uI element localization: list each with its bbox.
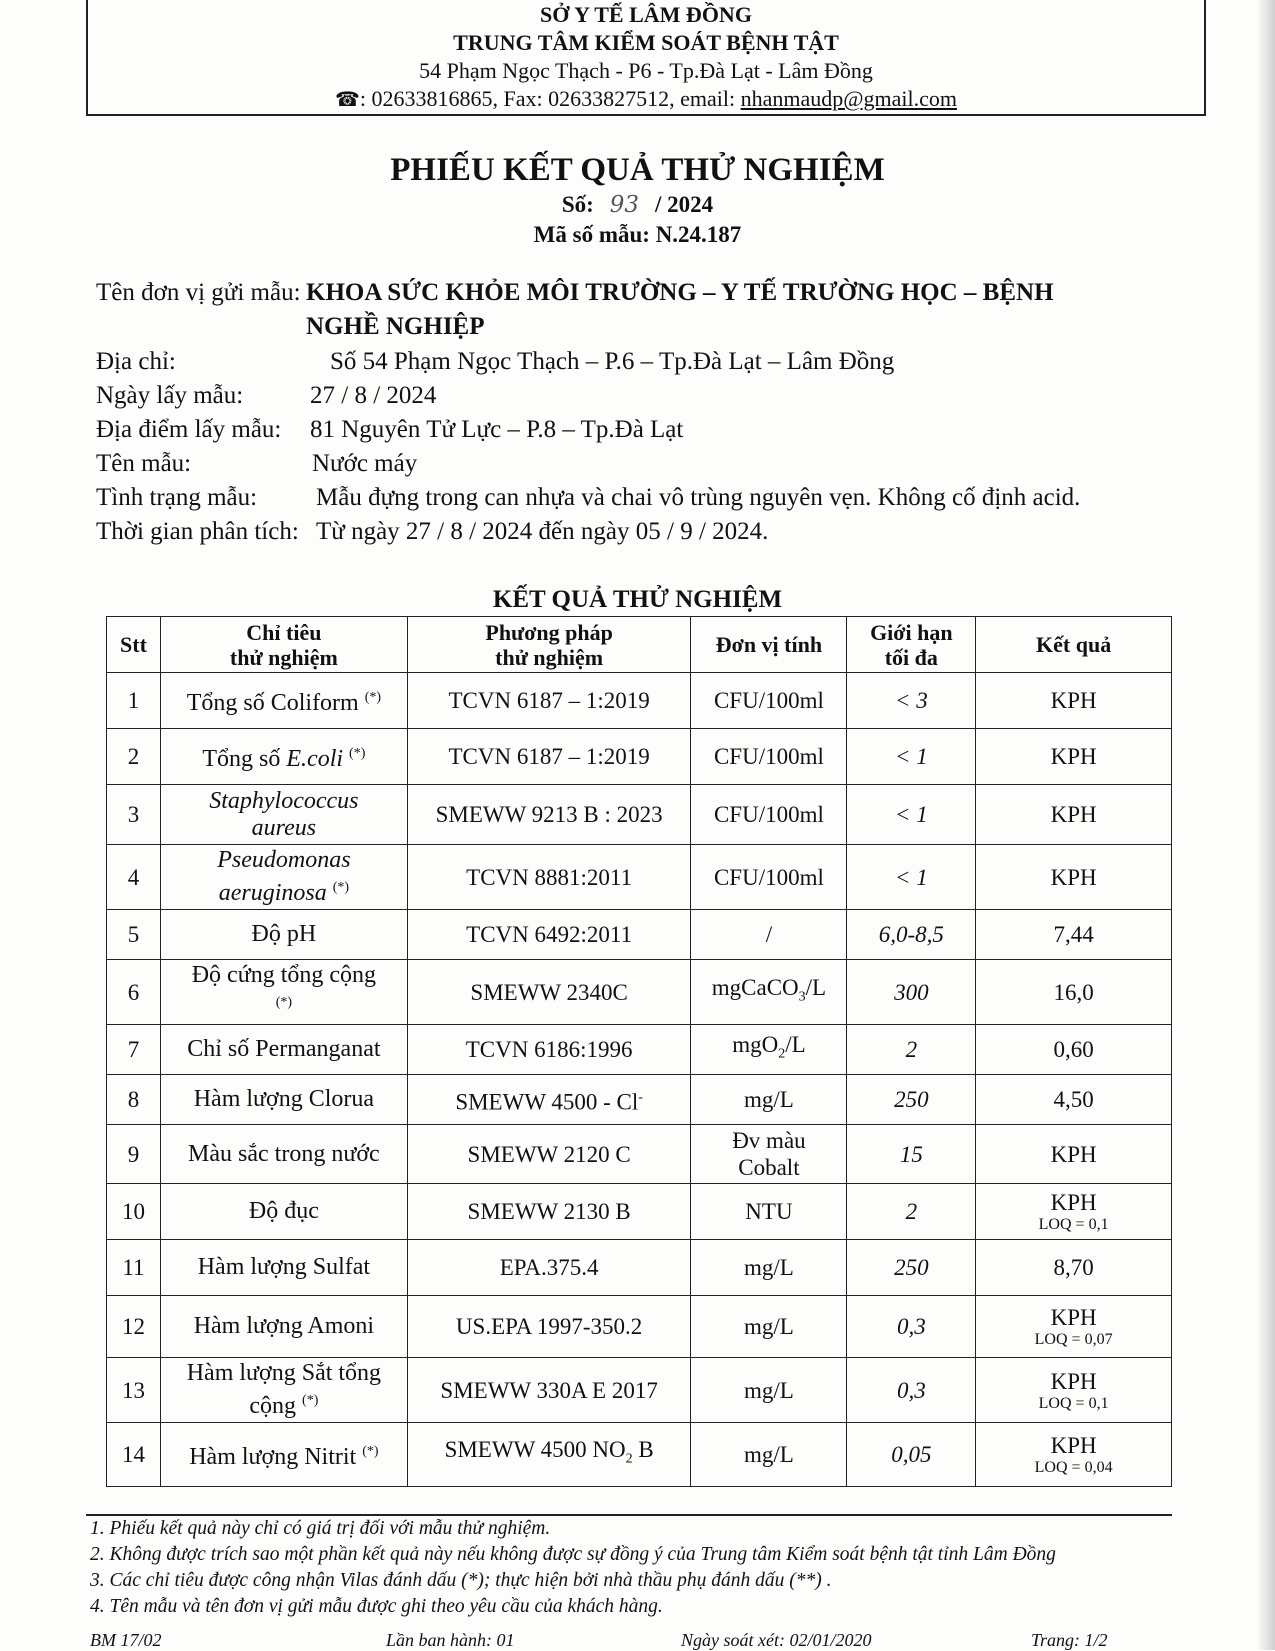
row-stt: 13 [107,1358,161,1423]
row-result [976,1184,1172,1240]
row-result: KPH [976,673,1172,729]
row-method: TCVN 6187 – 1:2019 [407,673,691,729]
notes [90,1516,1056,1620]
sender-value-cont: NGHỀ NGHIỆP [306,313,485,340]
condition-label: Tình trạng mẫu: [96,484,258,511]
condition-value: Mẫu đựng trong can nhựa và chai vô trùng nguyên vẹn. Không cố định acid. [316,484,1081,511]
row-method: SMEWW 9213 B : 2023 [407,785,691,845]
row-unit [691,960,847,1025]
result-text: KPH [1050,1305,1097,1330]
address-label: Địa chỉ: [96,348,176,375]
row-parameter: Độ pH [160,910,407,960]
row-result [976,1296,1172,1358]
row-parameter: Chỉ số Permanganat [160,1025,407,1075]
method-text: SMEWW 4500 NO [444,1437,626,1463]
result-text: KPH [1050,1433,1097,1458]
form-code: BM 17/02 [90,1630,162,1650]
row-stt: 3 [107,785,161,845]
unit-subscript: 2 [778,1046,786,1062]
table-row [107,1358,1172,1423]
address-value: Số 54 Phạm Ngọc Thạch – P.6 – Tp.Đà Lạt – Lâm Đồng [330,348,895,375]
number-label: Số: [561,192,594,217]
header-limit [847,617,976,673]
row-stt: 11 [107,1240,161,1296]
row-parameter [160,785,407,845]
row-method: TCVN 8881:2011 [407,845,691,910]
note-item: 4. Tên mẫu và tên đơn vị gửi mẫu được ghi theo yêu cầu của khách hàng. [90,1596,663,1617]
header-parameter-l1: Chỉ tiêu [246,619,322,645]
note-item: 1. Phiếu kết quả này chỉ có giá trị đối với mẫu thử nghiệm. [90,1518,551,1539]
row-limit: 15 [847,1125,976,1184]
date-label: Ngày lấy mẫu: [96,382,244,409]
row-unit: CFU/100ml [691,785,847,845]
row-result: KPH [976,1125,1172,1184]
loq-note: LOQ = 0,1 [1038,1394,1109,1412]
row-result [976,1358,1172,1423]
page-number: Trang: 1/2 [1031,1630,1108,1650]
row-result: 0,60 [976,1025,1172,1075]
row-stt: 8 [107,1075,161,1125]
unit-text: mgO [732,1032,779,1058]
results-table [106,616,1172,1487]
unit-text-cont: Cobalt [738,1155,800,1180]
vilas-mark: (*) [302,1393,319,1408]
unit-subscript: 3 [798,989,806,1005]
phone-icon: ☎ [334,89,360,111]
row-method: SMEWW 330A E 2017 [407,1358,691,1423]
row-limit: 2 [847,1184,976,1240]
row-limit: 0,3 [847,1358,976,1423]
row-unit: mg/L [691,1296,847,1358]
row-parameter [160,673,407,729]
result-text: KPH [1050,1190,1097,1215]
table-header-row [107,617,1172,673]
table-row [107,910,1172,960]
vilas-mark: (*) [349,746,366,761]
row-unit: / [691,910,847,960]
row-parameter [160,845,407,910]
row-result: 8,70 [976,1240,1172,1296]
row-method: US.EPA 1997-350.2 [407,1296,691,1358]
row-parameter [160,1358,407,1423]
sample-name-label: Tên mẫu: [96,450,192,477]
row-limit: < 1 [847,785,976,845]
letterhead [86,0,1206,116]
row-unit: mg/L [691,1240,847,1296]
row-limit: 250 [847,1240,976,1296]
result-text: KPH [1050,1368,1097,1394]
header-parameter [160,617,407,673]
row-limit: < 1 [847,729,976,785]
parameter-text-cont: cộng [249,1393,297,1419]
vilas-mark: (*) [275,995,293,1010]
row-limit: 6,0-8,5 [847,910,976,960]
method-subscript: 2 [625,1451,633,1467]
row-unit: NTU [691,1184,847,1240]
location-label: Địa điểm lấy mẫu: [96,416,282,443]
row-limit: 0,3 [847,1296,976,1358]
row-unit: CFU/100ml [691,845,847,910]
table-row [107,673,1172,729]
row-stt: 7 [107,1025,161,1075]
row-stt: 10 [107,1184,161,1240]
row-limit: < 1 [847,845,976,910]
header-unit: Đơn vị tính [691,617,847,673]
header-method [407,617,691,673]
method-superscript: - [638,1089,643,1105]
row-method: TCVN 6186:1996 [407,1025,691,1075]
unit-suffix: /L [785,1032,806,1058]
row-method [407,1423,691,1487]
row-method: SMEWW 2340C [407,960,691,1025]
header-stt: Stt [107,617,161,673]
row-method: TCVN 6187 – 1:2019 [407,729,691,785]
header-method-l1: Phương pháp [485,619,613,645]
header-limit-l2: tối đa [884,644,938,670]
header-result: Kết quả [976,617,1172,673]
email-link[interactable]: nhanmaudp@gmail.com [740,86,957,111]
row-result: 7,44 [976,910,1172,960]
vilas-mark: (*) [362,1444,379,1459]
loq-note: LOQ = 0,07 [1034,1331,1113,1348]
header-method-l2: thử nghiệm [495,644,604,670]
row-stt: 5 [107,910,161,960]
row-parameter: Màu sắc trong nước [160,1125,407,1184]
row-result [976,1423,1172,1487]
contact-text: : 02633816865, Fax: 02633827512, email: [359,86,741,111]
location-value: 81 Nguyên Tử Lực – P.8 – Tp.Đà Lạt [310,416,684,443]
handwritten-number: 93 [609,192,640,218]
method-text: SMEWW 4500 - Cl [455,1089,639,1115]
parameter-text: Tổng số [202,746,287,772]
review-date: Ngày soát xét: 02/01/2020 [681,1630,872,1650]
row-parameter [160,1423,407,1487]
table-row [107,960,1172,1025]
row-result: 4,50 [976,1075,1172,1125]
note-item: 3. Các chỉ tiêu được công nhận Vilas đánh dấu (*); thực hiện bởi nhà thầu phụ đánh dấu (**) . [90,1570,832,1591]
row-unit [691,1025,847,1075]
row-result: 16,0 [976,960,1172,1025]
row-unit: mg/L [691,1423,847,1487]
analysis-time-value: Từ ngày 27 / 8 / 2024 đến ngày 05 / 9 / 2024. [316,518,769,545]
parameter-species: E.coli [286,746,344,772]
row-method: SMEWW 2130 B [407,1184,691,1240]
row-parameter: Hàm lượng Amoni [160,1296,407,1358]
row-unit: mg/L [691,1358,847,1423]
document-title: PHIẾU KẾT QUẢ THỬ NGHIỆM [390,152,885,188]
parameter-text: Hàm lượng Sắt tổng [186,1360,382,1386]
sample-code: Mã số mẫu: N.24.187 [533,222,742,247]
row-unit [691,1125,847,1184]
row-result: KPH [976,729,1172,785]
center-address: 54 Phạm Ngọc Thạch - P6 - Tp.Đà Lạt - Lâm Đồng [419,58,873,83]
results-title: KẾT QUẢ THỬ NGHIỆM [492,586,783,613]
table-row [107,729,1172,785]
row-method: TCVN 6492:2011 [407,910,691,960]
center-name: TRUNG TÂM KIỂM SOÁT BỆNH TẬT [453,30,839,55]
row-limit: 2 [847,1025,976,1075]
row-unit: CFU/100ml [691,729,847,785]
document-number [0,192,1275,218]
parameter-text: Độ cứng tổng cộng [191,962,377,988]
table-row [107,1075,1172,1125]
parameter-text: Tổng số Coliform [186,690,359,716]
row-limit: 250 [847,1075,976,1125]
row-method: SMEWW 2120 C [407,1125,691,1184]
sender-value: KHOA SỨC KHỎE MÔI TRƯỜNG – Y TẾ TRƯỜNG HỌC – BỆNH [306,279,1054,306]
row-stt: 1 [107,673,161,729]
row-stt: 6 [107,960,161,1025]
row-result: KPH [976,845,1172,910]
unit-text: mgCaCO [711,974,799,1000]
parameter-text-cont: aureus [251,814,317,841]
parameter-text-cont: aeruginosa [218,880,327,906]
header-limit-l1: Giới hạn [870,619,953,645]
row-method [407,1075,691,1125]
parameter-text: Hàm lượng Nitrit [189,1444,357,1470]
row-parameter: Độ đục [160,1184,407,1240]
vilas-mark: (*) [364,690,382,705]
row-unit: CFU/100ml [691,673,847,729]
table-row [107,1296,1172,1358]
parameter-text: Staphylococcus [209,787,359,814]
loq-note: LOQ = 0,1 [1038,1216,1109,1233]
edition: Lần ban hành: 01 [386,1630,515,1650]
sender-label: Tên đơn vị gửi mẫu: [96,279,301,306]
vilas-mark: (*) [332,880,350,895]
row-limit: < 3 [847,673,976,729]
analysis-time-label: Thời gian phân tích: [96,518,299,545]
loq-note: LOQ = 0,04 [1034,1459,1113,1476]
row-limit: 0,05 [847,1423,976,1487]
table-row [107,1240,1172,1296]
table-row [107,1184,1172,1240]
row-unit: mg/L [691,1075,847,1125]
row-stt: 4 [107,845,161,910]
table-row [107,845,1172,910]
table-row [107,1025,1172,1075]
number-year: / 2024 [655,192,714,217]
table-row [107,1423,1172,1487]
table-row [107,1125,1172,1184]
unit-suffix: /L [805,974,827,1000]
sample-name-value: Nước máy [312,450,418,477]
contact-line [88,86,1204,113]
row-result: KPH [976,785,1172,845]
row-parameter: Hàm lượng Sulfat [160,1240,407,1296]
row-parameter [160,960,407,1025]
note-item: 2. Không được trích sao một phần kết quả này nếu không được sự đồng ý của Trung tâm Kiểm soát bệnh tật tỉnh Lâm Đồng [90,1544,1056,1565]
unit-text: Đv màu [732,1128,806,1153]
row-parameter [160,729,407,785]
row-stt: 9 [107,1125,161,1184]
row-parameter: Hàm lượng Clorua [160,1075,407,1125]
row-method: EPA.375.4 [407,1240,691,1296]
method-suffix: B [632,1437,654,1463]
row-limit: 300 [847,960,976,1025]
parameter-text: Pseudomonas [217,847,351,873]
department-name: SỞ Y TẾ LÂM ĐỒNG [540,2,752,27]
row-stt: 12 [107,1296,161,1358]
row-stt: 2 [107,729,161,785]
date-value: 27 / 8 / 2024 [310,382,437,409]
table-row [107,785,1172,845]
row-stt: 14 [107,1423,161,1487]
header-parameter-l2: thử nghiệm [229,644,338,670]
